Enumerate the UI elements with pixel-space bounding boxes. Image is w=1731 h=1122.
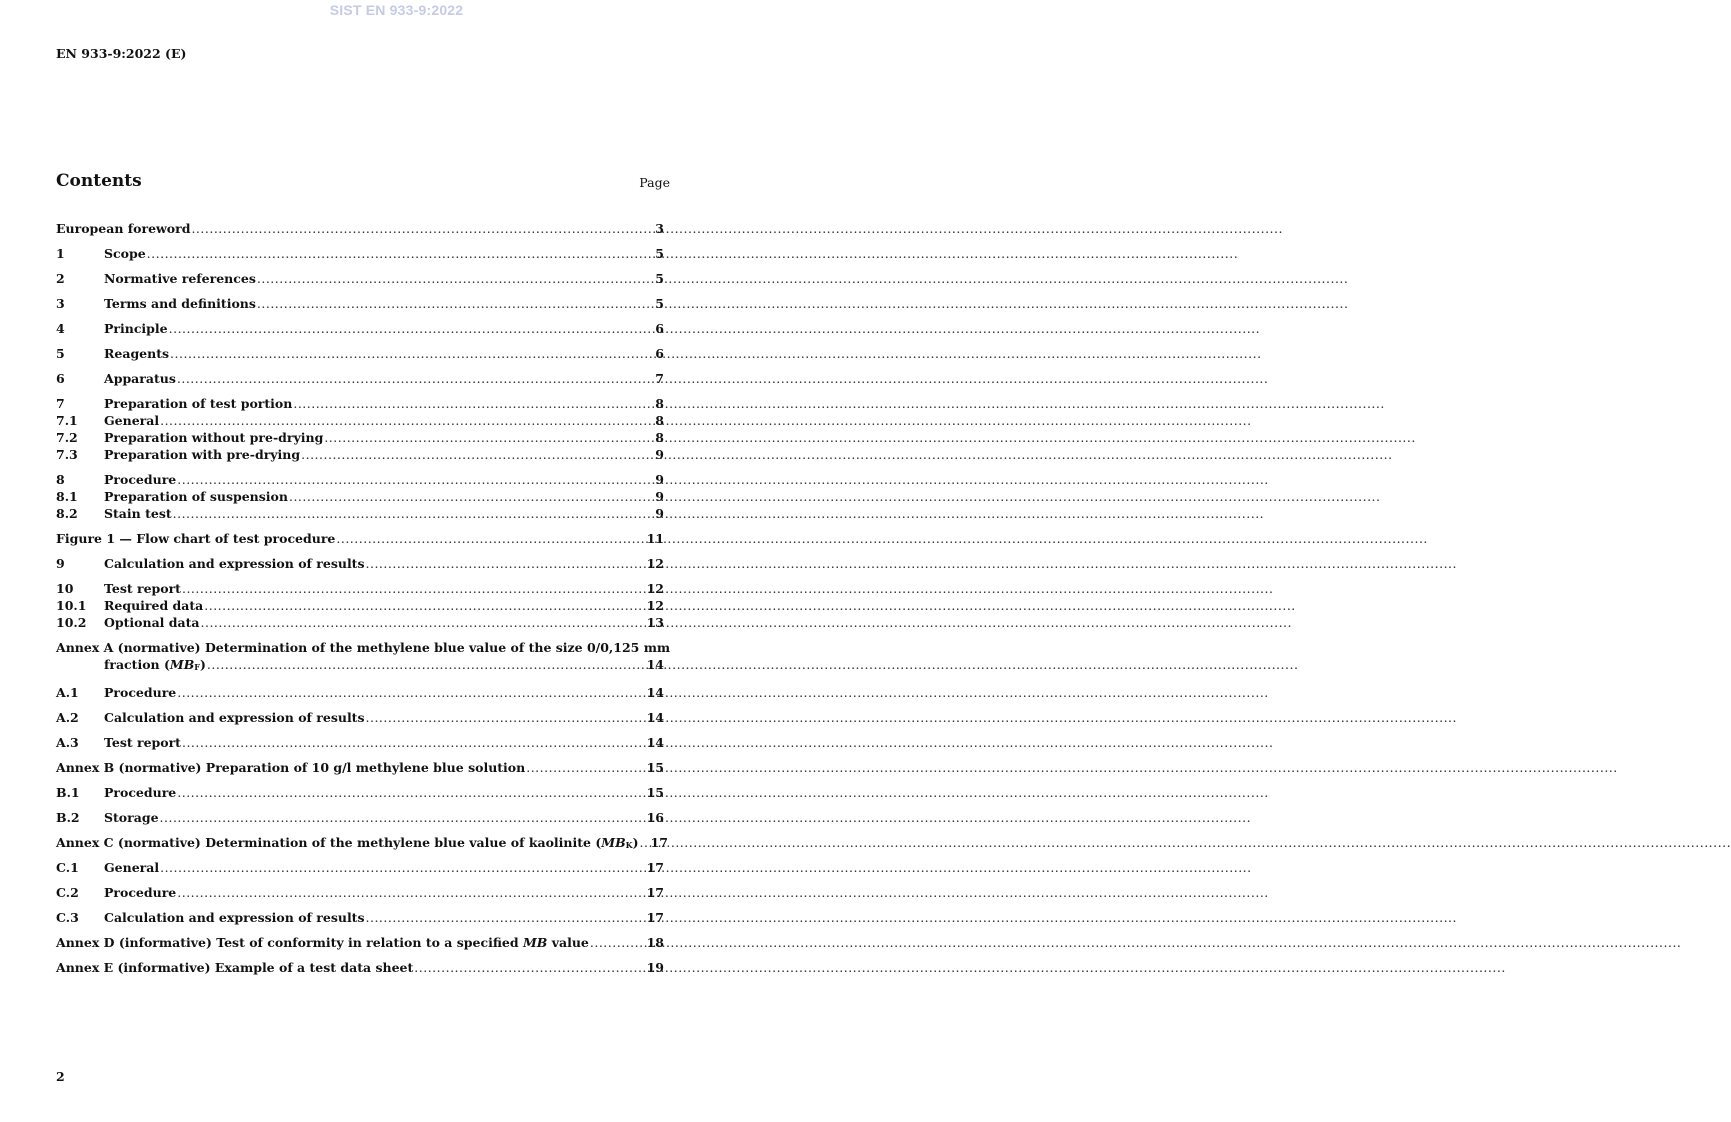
- toc-entry-number: 1: [56, 246, 65, 261]
- toc-entry-title: Procedure: [104, 785, 177, 800]
- toc-entry-title: Calculation and expression of results: [104, 910, 365, 925]
- toc-entry-number: C.1: [56, 860, 79, 875]
- toc-entry-page: 17: [646, 910, 664, 925]
- toc-entry-page: 13: [646, 615, 664, 630]
- toc-entry-page: 17: [646, 860, 664, 875]
- toc-leader-dots: [526, 759, 645, 776]
- toc-entry[interactable]: [56, 934, 664, 951]
- toc-entry-number: B.1: [56, 785, 80, 800]
- toc-leader-dots: [366, 709, 646, 726]
- toc-entry[interactable]: [56, 429, 664, 446]
- page-number: 2: [56, 1069, 65, 1084]
- toc-entry-line: [56, 656, 664, 676]
- toc-entry-page: 15: [646, 760, 664, 775]
- toc-entry-italic: MB: [169, 657, 195, 672]
- toc-entry-title: Annex D (informative) Test of conformity in relation to a specified MB value: [56, 935, 589, 950]
- toc-entry-number: 7: [56, 396, 65, 411]
- toc-entry-page: 12: [646, 598, 664, 613]
- toc-entry-title: Annex E (informative) Example of a test data sheet: [56, 960, 414, 975]
- toc-entry[interactable]: [56, 834, 668, 851]
- toc-entry[interactable]: [56, 555, 664, 572]
- toc-entry-number: 8.2: [56, 506, 78, 521]
- toc-leader-dots: [201, 614, 646, 631]
- toc-entry[interactable]: [56, 759, 664, 776]
- toc-entry-page: 8: [655, 413, 664, 428]
- toc-leader-dots: [160, 859, 645, 876]
- toc-entry[interactable]: [56, 488, 664, 505]
- toc-entry-number: A.2: [56, 710, 79, 725]
- toc-entry-number: 10.1: [56, 598, 87, 613]
- toc-entry-italic: MB: [522, 935, 548, 950]
- toc-entry-page: 6: [655, 321, 664, 336]
- toc-entry-number: 7.3: [56, 447, 78, 462]
- toc-entry[interactable]: [56, 345, 664, 362]
- toc-entry[interactable]: [56, 530, 664, 547]
- page-column-header: Page: [639, 175, 670, 190]
- toc-entry[interactable]: [56, 505, 664, 522]
- toc-leader-dots: [177, 784, 645, 801]
- toc-leader-dots: [160, 412, 654, 429]
- toc-entry-title: Preparation without pre-drying: [104, 430, 324, 445]
- toc-entry-number: 7.1: [56, 413, 78, 428]
- toc-entry-title: General: [104, 860, 160, 875]
- toc-entry[interactable]: [56, 220, 664, 237]
- toc-leader-dots: [170, 345, 654, 362]
- toc-entry-title: Preparation of test portion: [104, 396, 293, 411]
- toc-entry[interactable]: [56, 959, 664, 976]
- toc-entry-title: Terms and definitions: [104, 296, 256, 311]
- toc-entry-number: 9: [56, 556, 65, 571]
- toc-entry-page: 8: [655, 396, 664, 411]
- toc-entry-page: 8: [655, 430, 664, 445]
- toc-entry-number: 10.2: [56, 615, 87, 630]
- watermark: SIST EN 933-9:2022: [329, 2, 464, 18]
- toc-entry[interactable]: [56, 884, 664, 901]
- toc-leader-dots: [177, 370, 654, 387]
- toc-entry-number: A.3: [56, 735, 79, 750]
- toc-entry-title: Apparatus: [104, 371, 176, 386]
- toc-leader-dots: [257, 270, 654, 287]
- toc-entry-page: 17: [650, 835, 668, 850]
- toc-entry[interactable]: [56, 909, 664, 926]
- toc-entry-title: Calculation and expression of results: [104, 710, 365, 725]
- toc-entry-number: 7.2: [56, 430, 78, 445]
- toc-entry[interactable]: [56, 471, 664, 488]
- toc-leader-dots: [147, 245, 655, 262]
- toc-entry-title: General: [104, 413, 160, 428]
- toc-entry-number: 8.1: [56, 489, 78, 504]
- toc-entry[interactable]: [56, 809, 664, 826]
- toc-entry-number: C.3: [56, 910, 79, 925]
- toc-entry-title: Preparation of suspension: [104, 489, 288, 504]
- toc-entry[interactable]: [56, 370, 664, 387]
- toc-leader-dots: [336, 530, 645, 547]
- toc-entry-page: 12: [646, 581, 664, 596]
- toc-entry-page: 14: [646, 657, 664, 672]
- toc-entry-page: 17: [646, 885, 664, 900]
- toc-entry-page: 5: [655, 271, 664, 286]
- toc-entry-title: Procedure: [104, 885, 177, 900]
- toc-entry-title: Figure 1 — Flow chart of test procedure: [56, 531, 336, 546]
- toc-leader-dots: [301, 446, 654, 463]
- toc-leader-dots: [169, 320, 655, 337]
- toc-entry-title-continued: fraction (MBF): [104, 657, 206, 672]
- toc-entry-page: 5: [655, 296, 664, 311]
- toc-entry-title: Calculation and expression of results: [104, 556, 365, 571]
- toc-entry-number: 5: [56, 346, 65, 361]
- toc-entry-title: Normative references: [104, 271, 256, 286]
- toc-entry-page: 9: [655, 447, 664, 462]
- toc-entry-title: Test report: [104, 735, 181, 750]
- toc-entry-title: Procedure: [104, 472, 177, 487]
- toc-leader-dots: [160, 809, 646, 826]
- toc-leader-dots: [289, 488, 654, 505]
- toc-entry[interactable]: [56, 597, 664, 614]
- toc-entry[interactable]: [56, 859, 664, 876]
- toc-entry[interactable]: [56, 580, 664, 597]
- toc-entry-title: Procedure: [104, 685, 177, 700]
- toc-entry-page: 9: [655, 472, 664, 487]
- toc-leader-dots: [366, 555, 646, 572]
- toc-leader-dots: [207, 656, 646, 673]
- toc-leader-dots: [324, 429, 654, 446]
- toc-entry-page: 11: [646, 531, 664, 546]
- toc-entry[interactable]: [56, 412, 664, 429]
- toc-entry-page: 12: [646, 556, 664, 571]
- toc-entry-number: A.1: [56, 685, 79, 700]
- toc-entry-title: Required data: [104, 598, 204, 613]
- toc-entry-number: 3: [56, 296, 65, 311]
- toc-leader-dots: [204, 597, 645, 614]
- toc-leader-dots: [182, 580, 646, 597]
- toc-entry-number: 8: [56, 472, 65, 487]
- toc-entry-page: 16: [646, 810, 664, 825]
- toc-leader-dots: [191, 220, 654, 237]
- toc-leader-dots: [414, 959, 645, 976]
- toc-entry-italic: MB: [601, 835, 626, 850]
- toc-entry-page: 14: [646, 735, 664, 750]
- toc-entry-title: Annex C (normative) Determination of the methylene blue value of kaolinite (MBK): [56, 835, 639, 850]
- table-of-contents: [56, 220, 671, 976]
- toc-entry[interactable]: [56, 446, 664, 463]
- toc-entry-subscript: F: [194, 662, 200, 672]
- toc-entry-page: 7: [655, 371, 664, 386]
- toc-entry-page: 18: [646, 935, 664, 950]
- toc-entry[interactable]: [56, 709, 664, 726]
- toc-entry-title: Stain test: [104, 506, 172, 521]
- toc-entry-page: 9: [655, 506, 664, 521]
- toc-leader-dots: [182, 734, 646, 751]
- toc-entry-subscript: K: [625, 840, 633, 850]
- toc-entry-title: European foreword: [56, 221, 191, 236]
- toc-entry-page: 5: [655, 246, 664, 261]
- toc-entry[interactable]: [56, 614, 664, 631]
- toc-entry[interactable]: [56, 784, 664, 801]
- toc-entry-number: 6: [56, 371, 65, 386]
- toc-entry-number: B.2: [56, 810, 80, 825]
- toc-entry-title: Storage: [104, 810, 159, 825]
- toc-entry-title: Preparation with pre-drying: [104, 447, 301, 462]
- toc-entry[interactable]: [56, 320, 664, 337]
- toc-entry[interactable]: [56, 395, 664, 412]
- toc-entry-title: Scope: [104, 246, 146, 261]
- toc-entry-number: 10: [56, 581, 74, 596]
- toc-entry[interactable]: [56, 295, 664, 312]
- toc-leader-dots: [177, 684, 645, 701]
- toc-entry-page: 14: [646, 710, 664, 725]
- toc-entry-page: 14: [646, 685, 664, 700]
- toc-leader-dots: [177, 471, 654, 488]
- toc-entry-number: 4: [56, 321, 65, 336]
- toc-leader-dots: [177, 884, 645, 901]
- toc-entry-number: C.2: [56, 885, 79, 900]
- toc-entry-page: 15: [646, 785, 664, 800]
- contents-heading: Contents: [56, 171, 142, 191]
- toc-leader-dots: [366, 909, 646, 926]
- document-identifier: EN 933-9:2022 (E): [56, 46, 187, 61]
- toc-entry-line: [56, 639, 671, 656]
- toc-entry-title: Annex A (normative) Determination of the methylene blue value of the size 0/0,125 mm: [56, 640, 671, 655]
- toc-entry[interactable]: [56, 270, 664, 287]
- toc-leader-dots: [173, 505, 655, 522]
- toc-entry-title: Annex B (normative) Preparation of 10 g/l methylene blue solution: [56, 760, 526, 775]
- toc-entry-title: Optional data: [104, 615, 200, 630]
- toc-entry[interactable]: [56, 684, 664, 701]
- toc-entry-page: 19: [646, 960, 664, 975]
- toc-leader-dots: [590, 934, 646, 951]
- toc-entry-page: 6: [655, 346, 664, 361]
- toc-entry[interactable]: [56, 639, 671, 676]
- toc-leader-dots: [640, 834, 650, 851]
- toc-entry-number: 2: [56, 271, 65, 286]
- toc-entry-title: Principle: [104, 321, 168, 336]
- toc-entry-page: 3: [655, 221, 664, 236]
- toc-entry[interactable]: [56, 245, 664, 262]
- toc-entry-page: 9: [655, 489, 664, 504]
- toc-leader-dots: [293, 395, 654, 412]
- toc-entry[interactable]: [56, 734, 664, 751]
- toc-entry-title: Test report: [104, 581, 181, 596]
- toc-entry-title: Reagents: [104, 346, 170, 361]
- toc-leader-dots: [257, 295, 654, 312]
